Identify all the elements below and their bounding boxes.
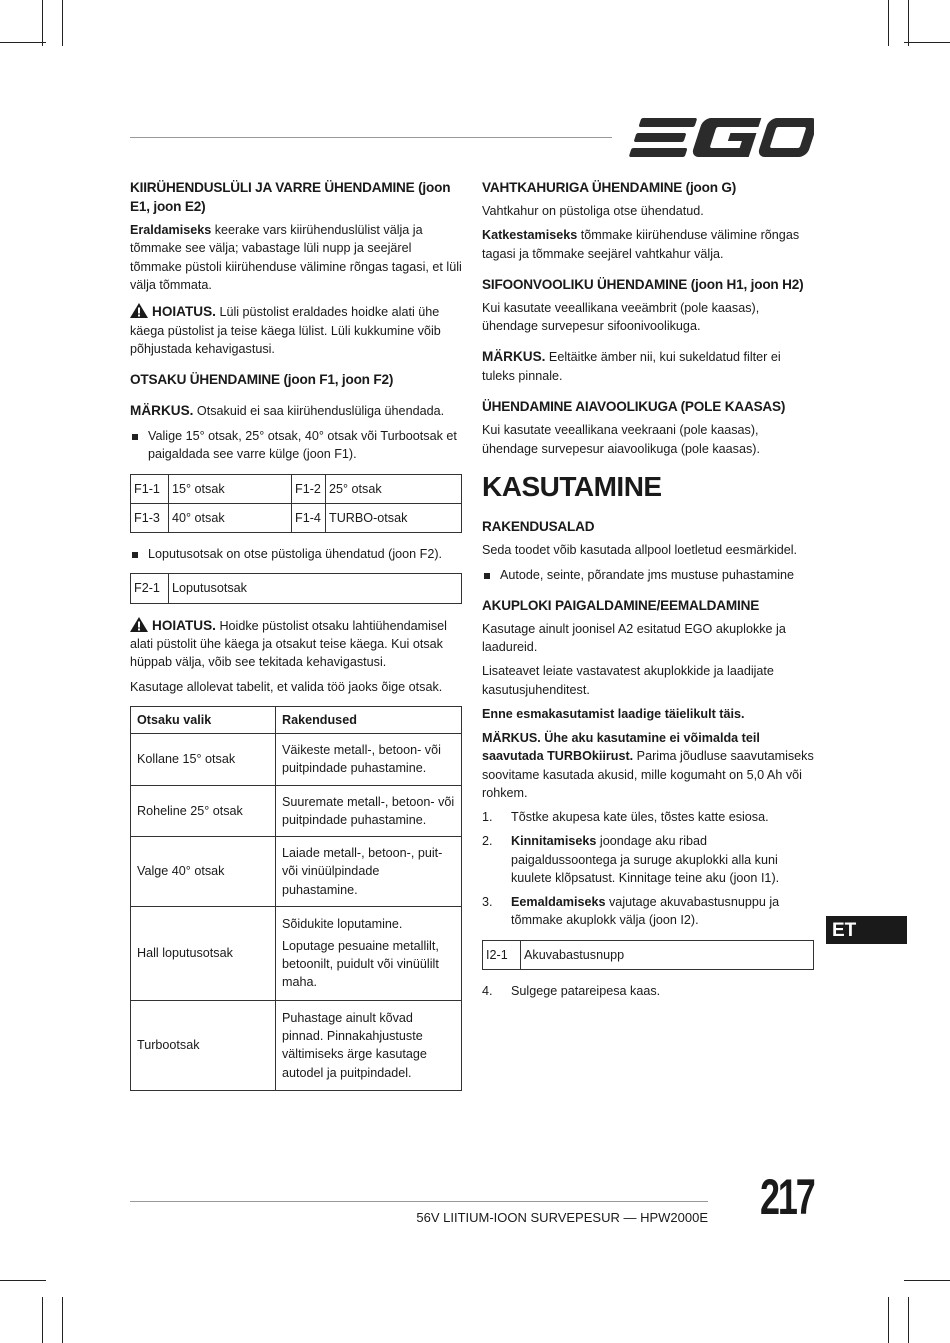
- nozzle-name: Roheline 25° otsak: [131, 785, 276, 837]
- main-heading: KASUTAMINE: [482, 470, 662, 502]
- nozzle-use: Väikeste metall-, betoon- või puitpindade puhastamine.: [276, 734, 462, 786]
- list-item: 4. Sulgege patareipesa kaas.: [482, 983, 661, 998]
- table-cell: Akuvabastusnupp: [521, 940, 814, 969]
- table-cell: F2-1: [131, 574, 169, 603]
- list-item: 1. Tõstke akupesa kate üles, tõstes katte esiosa.: [482, 810, 769, 825]
- paragraph: Enne esmakasutamist laadige täielikult täis.: [482, 706, 745, 721]
- note: MÄRKUS. Eeltäitke ämber nii, kui sukeldatud filter ei tuleks pinnale.: [482, 349, 781, 384]
- bullet-icon: [132, 434, 138, 440]
- section-title: RAKENDUSALAD: [482, 519, 595, 535]
- crop-mark: [888, 0, 889, 46]
- table-row: [131, 474, 462, 503]
- crop-mark: [0, 1280, 46, 1281]
- paragraph: Kui kasutate veeallikana veekraani (pole kaasas), ühendage survepesur aiavoolikuga (pole kaasas).: [482, 423, 760, 456]
- nozzle-use: Laiade metall-, betoon-, puit- või vinüülpindade puhastamine.: [276, 837, 462, 907]
- crop-mark: [62, 1297, 63, 1343]
- bullet-icon: [132, 552, 138, 558]
- section-title: SIFOONVOOLIKU ÜHENDAMINE (joon H1, joon H2): [482, 276, 804, 292]
- paragraph: Eraldamiseks keerake vars kiirühenduslülist välja ja tõmmake see välja; vabastage lüli nupp ja seejärel tõmmake püstoli kiirühenduse välimine rõngas tagasi, et lüli välja tõmmata.: [130, 223, 462, 292]
- table-row: [131, 785, 462, 837]
- crop-mark: [0, 42, 46, 43]
- language-tab: ET: [826, 916, 907, 944]
- steps-list: [482, 808, 814, 930]
- table-cell: 25° otsak: [326, 474, 462, 503]
- paragraph: Kasutage ainult joonisel A2 esitatud EGO akuplokke ja laadureid.: [482, 621, 786, 655]
- list-item: 2. Kinnitamiseks joondage aku ribad paigaldussoontega ja suruge akuplokki alla kuni kuulete klõpsatust. Kinnitage teine aku (joon I1).: [482, 834, 780, 885]
- table-cell: 15° otsak: [169, 474, 292, 503]
- footer-text: 56V LIITIUM-IOON SURVEPESUR — HPW2000E: [416, 1210, 708, 1225]
- table-header: Rakendused: [276, 706, 462, 733]
- warning-triangle-icon: [130, 617, 148, 632]
- table-row: [131, 503, 462, 532]
- table-header-row: [131, 706, 462, 733]
- table-row: [131, 837, 462, 907]
- left-column: [130, 178, 462, 1091]
- table-cell: Loputusotsak: [169, 574, 462, 603]
- page-number: 217: [760, 1169, 814, 1225]
- table-row: [131, 1000, 462, 1090]
- crop-mark: [908, 0, 909, 46]
- nozzle-name: Hall loputusotsak: [131, 906, 276, 1000]
- bullet-item: Autode, seinte, põrandate jms mustuse puhastamine: [482, 566, 814, 584]
- section-title: OTSAKU ÜHENDAMINE (joon F1, joon F2): [130, 372, 394, 388]
- paragraph: Kasutage allolevat tabelit, et valida töö jaoks õige otsak.: [130, 679, 443, 694]
- nozzle-use: Puhastage ainult kõvad pinnad. Pinnakahjustuste vältimiseks ärge kasutage autodel ja puitpindadel.: [276, 1000, 462, 1090]
- paragraph: Vahtkahur on püstoliga otse ühendatud.: [482, 204, 704, 219]
- table-cell: F1-2: [292, 474, 326, 503]
- table-row: [131, 574, 462, 603]
- table-row: [483, 940, 814, 969]
- note: MÄRKUS. Otsakuid ei saa kiirühenduslüliga ühendada.: [130, 403, 445, 419]
- paragraph: Lisateavet leiate vastavatest akuplokkide ja laadijate kasutusjuhenditest.: [482, 664, 774, 697]
- paragraph: Katkestamiseks tõmmake kiirühenduse välimine rõngas tagasi ja tõmmake seejärel vahtkahur välja.: [482, 228, 800, 261]
- warning-block: HOIATUS. Lüli püstolist eraldades hoidke alati ühe käega püstolist ja teise käega lülist. Lüli kukkumine võib põhjustada kehavigastusi.: [130, 304, 441, 357]
- crop-mark: [62, 0, 63, 46]
- table-cell: I2-1: [483, 940, 521, 969]
- table-cell: TURBO-otsak: [326, 503, 462, 532]
- table-header: Otsaku valik: [131, 706, 276, 733]
- nozzle-name: Valge 40° otsak: [131, 837, 276, 907]
- nozzle-name: Turbootsak: [131, 1000, 276, 1090]
- nozzle-name: Kollane 15° otsak: [131, 734, 276, 786]
- nozzle-use: Sõidukite loputamine. Loputage pesuaine metallilt, betoonilt, puidult või vinüülilt maha.: [276, 906, 462, 1000]
- section-title: KIIRÜHENDUSLÜLI JA VARRE ÜHENDAMINE (joon E1, joon E2): [130, 180, 451, 215]
- footer-rule: [130, 1201, 708, 1202]
- nozzle-use: Suuremate metall-, betoon- või puitpindade puhastamine.: [276, 785, 462, 837]
- bullet-item: Valige 15° otsak, 25° otsak, 40° otsak või Turbootsak et paigaldada see varre külge (joon F1).: [130, 427, 462, 464]
- i2-reference-table: [482, 940, 814, 970]
- table-cell: F1-1: [131, 474, 169, 503]
- table-cell: F1-3: [131, 503, 169, 532]
- list-item: 3. Eemaldamiseks vajutage akuvabastusnuppu ja tõmmake akuplokk välja (joon I2).: [482, 895, 780, 928]
- f2-reference-table: [130, 573, 462, 603]
- nozzle-selection-table: [130, 706, 462, 1091]
- table-row: [131, 906, 462, 1000]
- note: MÄRKUS. Ühe aku kasutamine ei võimalda teil saavutada TURBOkiirust. Parima jõudluse saavutamiseks soovitame kasutada akusid, mille kogumaht on 5,0 Ah või rohkem.: [482, 731, 814, 800]
- table-cell: F1-4: [292, 503, 326, 532]
- table-cell: 40° otsak: [169, 503, 292, 532]
- warning-block: HOIATUS. Hoidke püstolist otsaku lahtiühendamisel alati püstolit ühe käega ja otsakut teise käega. Kui otsak hüppab välja, võib see tekitada kehavigastusi.: [130, 617, 447, 670]
- section-title: VAHTKAHURIGA ÜHENDAMINE (joon G): [482, 180, 737, 195]
- bullet-item: Loputusotsak on otse püstoliga ühendatud (joon F2).: [130, 545, 462, 563]
- crop-mark: [908, 1297, 909, 1343]
- section-title: ÜHENDAMINE AIAVOOLIKUGA (POLE KAASAS): [482, 399, 786, 415]
- section-title: AKUPLOKI PAIGALDAMINE/EEMALDAMINE: [482, 597, 760, 613]
- header-rule: [130, 137, 612, 138]
- crop-mark: [42, 1297, 43, 1343]
- paragraph: Kui kasutate veeallikana veeämbrit (pole kaasas), ühendage survepesur sifoonivoolikuga.: [482, 300, 760, 334]
- bullet-icon: [484, 573, 490, 579]
- table-row: [131, 734, 462, 786]
- crop-mark: [42, 0, 43, 46]
- ego-logo: [628, 116, 814, 160]
- right-column: [482, 178, 814, 1006]
- warning-triangle-icon: [130, 303, 148, 318]
- crop-mark: [904, 1280, 950, 1281]
- crop-mark: [904, 42, 950, 43]
- paragraph: Seda toodet võib kasutada allpool loetletud eesmärkidel.: [482, 543, 798, 558]
- f1-reference-table: [130, 474, 462, 534]
- crop-mark: [888, 1297, 889, 1343]
- steps-list: [482, 982, 814, 1000]
